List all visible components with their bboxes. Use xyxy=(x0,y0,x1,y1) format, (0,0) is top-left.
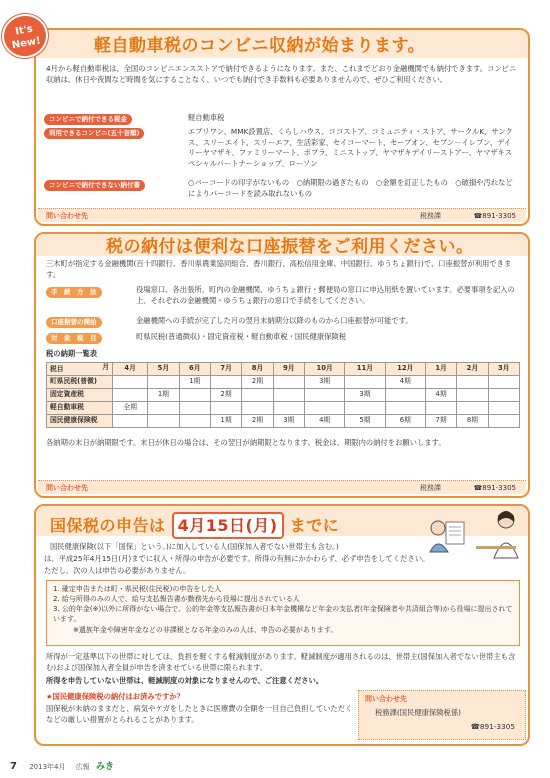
table-cell xyxy=(273,389,304,402)
deadline-date: 4月15日(月) xyxy=(172,512,284,539)
table-cell xyxy=(210,402,241,415)
month-header: 7月 xyxy=(210,363,241,376)
reduction-warning: 所得を申告していない世帯は、軽減制度の対象になりませんので、ご注意ください。 xyxy=(46,676,324,685)
table-cell xyxy=(457,389,488,402)
table-cell xyxy=(488,402,519,415)
table-row xyxy=(47,376,520,389)
tax-name: 固定資産税 xyxy=(47,389,113,402)
month-header: 8月 xyxy=(242,363,273,376)
table-row xyxy=(47,402,520,415)
convenience-store-section xyxy=(34,28,530,226)
section-title: 税の納付は便利な口座振替をご利用ください。 xyxy=(106,237,474,257)
table-cell: 2期 xyxy=(242,415,273,428)
table-cell: 4期 xyxy=(304,415,344,428)
table-cell xyxy=(425,376,456,389)
table-cell: 6期 xyxy=(385,415,425,428)
target-text: 町県民税(普通徴収)・固定資産税・軽自動車税・国民健康保険税 xyxy=(136,332,347,341)
table-cell xyxy=(457,376,488,389)
table-cell: 1期 xyxy=(179,376,210,389)
tax-name: 軽自動車税 xyxy=(47,402,113,415)
procedure-text: 役場窓口、各出張所、町内の金融機関、ゆうちょ銀行・郵便局の窓口に申込用紙を置いています。必要事項を記入の上、それぞれの金融機関・ゆうちょ銀行の窓口で手続をしてください。 xyxy=(136,285,515,305)
start-label: 口座振替の開始 xyxy=(46,317,102,328)
start-text: 金融機関への手続が完了した月の翌月末納期分以降のものから口座振替が可能です。 xyxy=(136,316,413,325)
section-title: 軽自動車税のコンビニ収納が始まります。 xyxy=(94,36,426,56)
table-cell xyxy=(148,402,179,415)
intro-line-2: は、平成25年4月15日(月)までに収入・所得の申告が必要です。所得の有無にかかわらず、必ず申告をしてください。 xyxy=(44,554,430,563)
intro-text: 三木町が指定する金融機関(百十四銀行、香川県農業協同組合、香川銀行、高松信用金庫、中国銀行、ゆうちょ銀行)で、口座振替が利用できます。 xyxy=(46,259,512,279)
tax-name: 国民健康保険税 xyxy=(47,415,113,428)
schedule-table xyxy=(46,362,520,428)
table-cell xyxy=(385,389,425,402)
table-row xyxy=(47,389,520,402)
table-cell: 1期 xyxy=(210,415,241,428)
table-cell xyxy=(113,389,148,402)
table-cell xyxy=(179,415,210,428)
table-cell: 5期 xyxy=(345,415,385,428)
table-cell xyxy=(304,402,344,415)
table-cell xyxy=(385,402,425,415)
section-title: 国保税の申告は 4月15日(月) までに xyxy=(50,512,339,539)
intro-text: 4月から軽自動車税は、全国のコンビニエンスストアで納付できるようになります。また、これまでどおり金融機関でも納付できます。コンビニ収納は、休日や夜間など時間を気にすることなく、いつでも納付でき手数料も必要ありませんので、ぜひご利用ください。 xyxy=(46,64,517,84)
contact-bar xyxy=(38,208,526,222)
table-cell xyxy=(113,415,148,428)
table-cell: 7期 xyxy=(425,415,456,428)
new-badge: It's New! xyxy=(0,10,51,61)
stores-label: 利用できるコンビニ(五十音順) xyxy=(44,128,144,139)
month-header: 1月 xyxy=(425,363,456,376)
table-cell xyxy=(148,415,179,428)
reduction-paragraph: 所得が一定基準以下の世帯に対しては、負担を軽くする軽減制度があります。軽減制度が適用されるのは、世帯主(国保加入者でない世帯主も含む)および国保加入者全員が申告を済ませている世帯に限られます。 xyxy=(46,652,516,672)
table-cell xyxy=(345,402,385,415)
list-item: 3. 公的年金(※)以外に所得がない場合で、公的年金等支払報告書が日本年金機構など年金の支払者(年金保険者や共済組合等)から役場に提出されています。 xyxy=(53,605,513,624)
table-cell xyxy=(304,389,344,402)
excluded-label: コンビニで納付できない納付書 xyxy=(44,180,145,191)
table-cell xyxy=(273,402,304,415)
contact-tel: ☎891-3305 xyxy=(473,212,516,220)
table-cell xyxy=(488,415,519,428)
month-header: 4月 xyxy=(113,363,148,376)
list-item: ※遺族年金や障害年金などの非課税となる年金のみの人は、申告の必要があります。 xyxy=(73,625,338,634)
table-cell xyxy=(242,402,273,415)
table-cell: 1期 xyxy=(148,389,179,402)
stores-text: エブリワン、MMK設置店、くらしハウス、ココストア、コミュニティ・ストア、サークルK、サンクス、スリーエイト、スリーエフ、生活彩家、セイコーマート、セーブオン、セブン－イレブン、デイリーヤマザキ、ファミリーマート、ポプラ、ミニストップ、ヤマザキデイリーストアー、ヤマザキスペシャルパートナーショップ、ローソン xyxy=(188,127,513,168)
procedure-label: 手 続 方 法 xyxy=(46,287,102,298)
table-cell xyxy=(457,402,488,415)
month-header: 3月 xyxy=(488,363,519,376)
table-row xyxy=(47,415,520,428)
table-cell xyxy=(113,376,148,389)
payment-question: ★国民健康保険税の納付はお済みですか？ xyxy=(46,692,184,701)
contact-dept: 税務課 xyxy=(420,484,441,492)
account-transfer-section xyxy=(34,232,530,498)
intro-line-3: ただし、次の人は申告の必要がありません。 xyxy=(44,566,191,575)
table-cell: 2期 xyxy=(242,376,273,389)
page-footer xyxy=(10,760,114,775)
contact-tel: ☎891-3305 xyxy=(473,484,516,492)
target-label: 対 象 税 目 xyxy=(46,333,102,344)
contact-card xyxy=(358,690,526,740)
tax-name: 町県民税(普徴) xyxy=(47,376,113,389)
table-cell xyxy=(242,389,273,402)
table-title: 税の納期一覧表 xyxy=(46,349,98,358)
table-cell xyxy=(488,389,519,402)
payment-warning: 国保税が未納のままだと、病気やケガをしたときに医療費の全額を一旦自己負担していただくなどの厳しい措置がとられることがあります。 xyxy=(46,704,353,724)
table-cell xyxy=(179,389,210,402)
table-cell: 2期 xyxy=(210,389,241,402)
table-cell xyxy=(179,402,210,415)
table-cell xyxy=(210,376,241,389)
table-cell xyxy=(425,402,456,415)
excluded-text: ○バーコードの印字がないもの ○納期限の過ぎたもの ○金額を訂正したもの ○破損や汚れなどによりバーコードを読み取れないもの xyxy=(188,178,513,198)
table-cell: 全期 xyxy=(113,402,148,415)
contact-dept: 税務課(国民健康保険税係) xyxy=(375,708,461,717)
table-cell xyxy=(345,376,385,389)
list-item: 2. 給与所得のみの人で、給与支払報告書が勤務先から役場に提出されている人 xyxy=(53,595,300,604)
page-number: 7 xyxy=(10,761,17,772)
month-header: 10月 xyxy=(304,363,344,376)
intro-line-1: 国民健康保険(以下「国保」という。)に加入している人(国保加入者でない世帯主も含む。) xyxy=(50,542,339,551)
table-cell xyxy=(488,376,519,389)
contact-label: 問い合わせ先 xyxy=(46,484,88,492)
list-item: 1. 確定申告または町・県民税(住民税)の申告をした人 xyxy=(53,585,222,593)
month-header: 2月 xyxy=(457,363,488,376)
contact-label: 問い合わせ先 xyxy=(46,212,88,220)
month-header: 12月 xyxy=(385,363,425,376)
month-header: 9月 xyxy=(273,363,304,376)
table-cell xyxy=(273,376,304,389)
table-cell: 8期 xyxy=(457,415,488,428)
table-cell: 3期 xyxy=(345,389,385,402)
contact-dept: 税務課 xyxy=(420,212,441,220)
taxes-text: 軽自動車税 xyxy=(188,113,225,122)
contact-bar xyxy=(38,480,526,494)
issue-date: 2013年4月 xyxy=(29,763,66,771)
month-header: 5月 xyxy=(148,363,179,376)
contact-label: 問い合わせ先 xyxy=(365,695,407,703)
town-logo: みき xyxy=(95,762,114,772)
taxes-label: コンビニで納付できる税金 xyxy=(44,114,132,125)
table-cell: 4期 xyxy=(385,376,425,389)
insurance-tax-section xyxy=(34,504,530,746)
magazine-label: 広報 xyxy=(75,763,90,771)
notes-text: 各納期の末日が納期限です。末日が休日の場合は、その翌日が納期限となります。税金は、期限内の納付をお願いします。 xyxy=(46,438,446,447)
month-header: 11月 xyxy=(345,363,385,376)
corner-header: 月 税目 xyxy=(47,363,113,376)
month-header: 6月 xyxy=(179,363,210,376)
table-cell: 3期 xyxy=(304,376,344,389)
table-cell: 4期 xyxy=(425,389,456,402)
table-cell xyxy=(148,376,179,389)
contact-tel: ☎891-3305 xyxy=(470,722,515,731)
table-cell: 3期 xyxy=(273,415,304,428)
exemption-list xyxy=(46,580,520,646)
month-header-row xyxy=(47,363,520,376)
